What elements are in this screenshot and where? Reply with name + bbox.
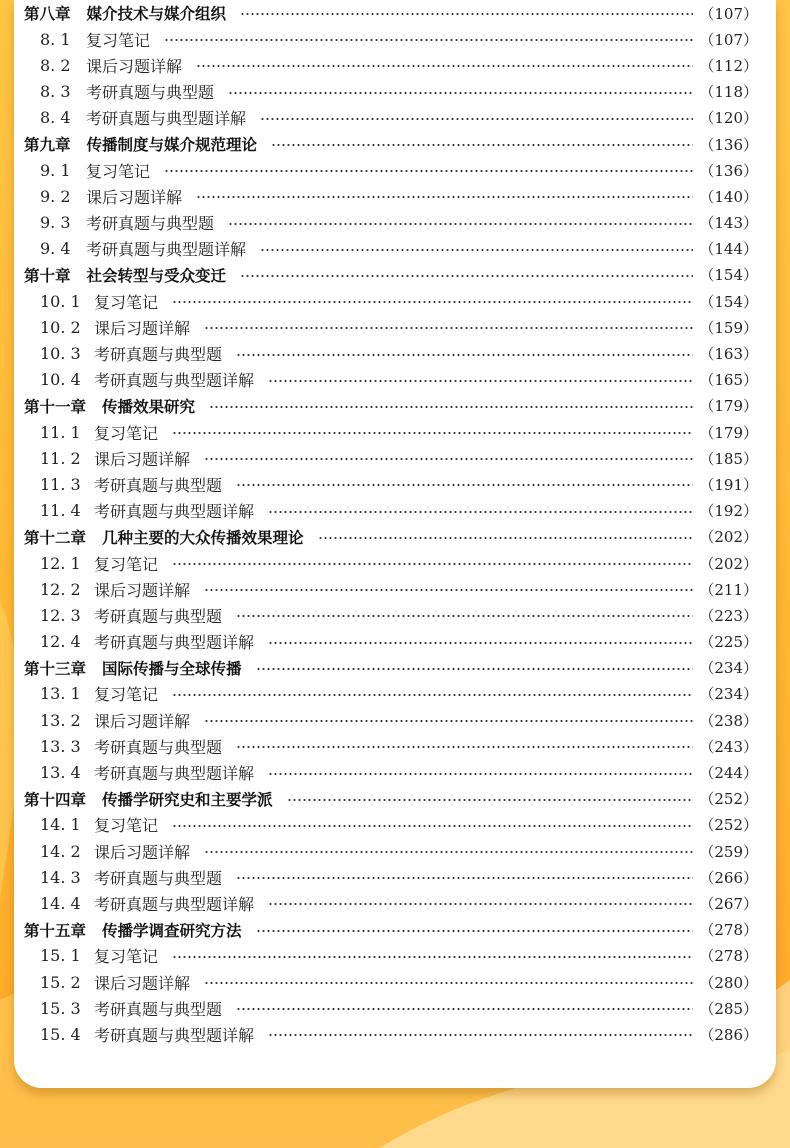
toc-entry-number: 11. 1 — [40, 422, 81, 442]
toc-section-row[interactable] — [24, 288, 758, 314]
toc-dot-leader — [256, 668, 694, 670]
toc-chapter-row[interactable] — [24, 262, 758, 288]
toc-section-row[interactable] — [24, 864, 758, 890]
toc-section-row[interactable] — [24, 26, 758, 52]
toc-dot-leader — [164, 39, 693, 41]
toc-entry-title: 考研真题与典型题 — [94, 868, 223, 888]
toc-entry-number: 14. 1 — [40, 815, 81, 835]
toc-entry-title: 课后习题详解 — [86, 187, 183, 207]
toc-section-row[interactable] — [24, 419, 758, 445]
toc-page-number: （211） — [699, 580, 758, 599]
toc-page-number: （278） — [699, 947, 758, 966]
toc-page-number: （252） — [699, 816, 758, 835]
toc-page-number: （159） — [699, 318, 758, 337]
toc-section-row[interactable] — [24, 733, 758, 759]
toc-entry-title: 考研真题与典型题 — [94, 345, 223, 365]
toc-dot-leader — [236, 484, 693, 486]
toc-page-number: （140） — [699, 187, 758, 206]
toc-page-number: （136） — [699, 135, 758, 154]
toc-entry-number: 8. 1 — [40, 29, 71, 49]
toc-entry-title: 考研真题与典型题 — [94, 737, 223, 757]
toc-page-number: （120） — [699, 109, 758, 128]
toc-entry-number: 13. 4 — [40, 763, 81, 783]
toc-entry-title: 复习笔记 — [94, 292, 159, 312]
toc-page-number: （144） — [699, 240, 758, 259]
toc-page-number: （234） — [699, 685, 758, 704]
toc-page-number: （143） — [699, 214, 758, 233]
toc-section-row[interactable] — [24, 367, 758, 393]
toc-entry-title: 考研真题与典型题详解 — [94, 371, 255, 391]
toc-dot-leader — [236, 877, 693, 879]
toc-section-row[interactable] — [24, 759, 758, 785]
toc-dot-leader — [172, 956, 693, 958]
toc-chapter-row[interactable] — [24, 524, 758, 550]
toc-dot-leader — [256, 930, 694, 932]
toc-entry-title: 考研真题与典型题详解 — [94, 633, 255, 653]
toc-dot-leader — [268, 903, 693, 905]
toc-dot-leader — [204, 982, 693, 984]
toc-page-number: （278） — [699, 921, 758, 940]
toc-section-row[interactable] — [24, 52, 758, 78]
toc-page-number: （234） — [699, 659, 758, 678]
toc-page-number: （179） — [699, 397, 758, 416]
toc-dot-leader — [236, 615, 693, 617]
toc-section-row[interactable] — [24, 210, 758, 236]
toc-dot-leader — [268, 773, 693, 775]
toc-section-row[interactable] — [24, 1021, 758, 1047]
toc-entry-number: 12. 3 — [40, 605, 81, 625]
toc-entry-number: 第十一章 — [24, 397, 87, 416]
toc-page-number: （280） — [699, 973, 758, 992]
toc-section-row[interactable] — [24, 943, 758, 969]
toc-section-row[interactable] — [24, 890, 758, 916]
toc-entry-number: 10. 1 — [40, 291, 81, 311]
toc-entry-title: 考研真题与典型题详解 — [86, 109, 247, 129]
toc-entry-title: 复习笔记 — [94, 816, 159, 836]
toc-entry-number: 8. 3 — [40, 82, 71, 102]
toc-page-number: （185） — [699, 449, 758, 468]
toc-dot-leader — [204, 720, 693, 722]
toc-entry-title: 传播学研究史和主要学派 — [102, 790, 273, 809]
toc-entry-number: 11. 4 — [40, 501, 81, 521]
toc-section-row[interactable] — [24, 995, 758, 1021]
toc-page-number: （154） — [699, 292, 758, 311]
toc-chapter-row[interactable] — [24, 131, 758, 157]
toc-dot-leader — [172, 432, 693, 434]
toc-entry-number: 10. 2 — [40, 317, 81, 337]
toc-entry-title: 课后习题详解 — [94, 580, 191, 600]
toc-entry-title: 考研真题与典型题详解 — [94, 764, 255, 784]
toc-dot-leader — [172, 825, 693, 827]
toc-entry-title: 考研真题与典型题 — [94, 999, 223, 1019]
toc-entry-number: 第十章 — [24, 266, 71, 285]
toc-entry-title: 传播学调查研究方法 — [102, 921, 242, 940]
toc-entry-title: 考研真题与典型题详解 — [94, 894, 255, 914]
toc-entry-title: 课后习题详解 — [94, 711, 191, 731]
toc-entry-title: 社会转型与受众变迁 — [86, 266, 227, 285]
toc-entry-title: 复习笔记 — [94, 423, 159, 443]
toc-section-row[interactable] — [24, 969, 758, 995]
toc-dot-leader — [209, 406, 693, 408]
toc-entry-title: 考研真题与典型题 — [86, 214, 215, 234]
toc-section-row[interactable] — [24, 183, 758, 209]
toc-entry-number: 11. 3 — [40, 474, 81, 494]
toc-page-number: （118） — [699, 83, 758, 102]
toc-entry-number: 12. 2 — [40, 579, 81, 599]
toc-page-number: （238） — [699, 711, 758, 730]
toc-entry-title: 课后习题详解 — [94, 318, 191, 338]
toc-section-row[interactable] — [24, 157, 758, 183]
toc-section-row[interactable] — [24, 576, 758, 602]
toc-entry-number: 10. 4 — [40, 370, 81, 390]
toc-dot-leader — [196, 65, 693, 67]
toc-section-row[interactable] — [24, 707, 758, 733]
toc-entry-number: 9. 2 — [40, 186, 71, 206]
toc-entry-title: 课后习题详解 — [94, 842, 191, 862]
toc-dot-leader — [240, 275, 693, 277]
toc-section-row[interactable] — [24, 340, 758, 366]
toc-entry-number: 第八章 — [24, 5, 71, 24]
toc-dot-leader — [204, 458, 693, 460]
toc-chapter-row[interactable] — [24, 655, 758, 681]
toc-page-number: （192） — [699, 502, 758, 521]
toc-section-row[interactable] — [24, 471, 758, 497]
toc-dot-leader — [318, 537, 694, 539]
toc-dot-leader — [268, 1034, 693, 1036]
toc-chapter-row[interactable] — [24, 393, 758, 419]
toc-page-number: （154） — [699, 266, 758, 285]
toc-entry-title: 考研真题与典型题详解 — [94, 502, 255, 522]
toc-section-row[interactable] — [24, 498, 758, 524]
toc-section-row[interactable] — [24, 681, 758, 707]
toc-page-number: （202） — [699, 528, 758, 547]
toc-entry-title: 媒介技术与媒介组织 — [86, 5, 227, 24]
toc-chapter-row[interactable] — [24, 0, 758, 26]
toc-page-number: （244） — [699, 764, 758, 783]
toc-dot-leader — [260, 118, 693, 120]
toc-page-number: （107） — [699, 4, 758, 23]
toc-dot-leader — [172, 301, 693, 303]
toc-page-number: （252） — [699, 790, 758, 809]
toc-dot-leader — [268, 511, 693, 513]
toc-entry-number: 14. 3 — [40, 867, 81, 887]
toc-entry-number: 14. 2 — [40, 841, 81, 861]
toc-section-row[interactable] — [24, 602, 758, 628]
toc-page-number: （107） — [699, 30, 758, 49]
toc-dot-leader — [204, 851, 693, 853]
toc-dot-leader — [240, 13, 693, 15]
toc-entry-number: 13. 1 — [40, 684, 81, 704]
toc-page-number: （267） — [699, 894, 758, 913]
toc-page-number: （163） — [699, 345, 758, 364]
toc-page-number: （202） — [699, 554, 758, 573]
toc-entry-number: 14. 4 — [40, 893, 81, 913]
toc-dot-leader — [287, 799, 694, 801]
toc-entry-title: 课后习题详解 — [86, 56, 183, 76]
toc-entry-number: 第十四章 — [24, 790, 87, 809]
toc-entry-number: 8. 2 — [40, 55, 71, 75]
toc-entry-title: 复习笔记 — [94, 947, 159, 967]
toc-page-number: （286） — [699, 1025, 758, 1044]
toc-section-row[interactable] — [24, 838, 758, 864]
toc-entry-title: 国际传播与全球传播 — [102, 659, 242, 678]
toc-page-number: （225） — [699, 633, 758, 652]
toc-dot-leader — [196, 196, 693, 198]
toc-dot-leader — [228, 223, 693, 225]
toc-dot-leader — [271, 144, 693, 146]
toc-entry-number: 12. 1 — [40, 553, 81, 573]
toc-entry-number: 15. 2 — [40, 972, 81, 992]
toc-entry-title: 传播效果研究 — [102, 397, 196, 416]
toc-page-number: （136） — [699, 161, 758, 180]
toc-dot-leader — [204, 589, 693, 591]
toc-entry-number: 第十五章 — [24, 921, 87, 940]
toc-page-number: （266） — [699, 868, 758, 887]
toc-entry-number: 9. 1 — [40, 160, 71, 180]
toc-entry-number: 8. 4 — [40, 108, 71, 128]
toc-entry-title: 课后习题详解 — [94, 449, 191, 469]
toc-entry-number: 13. 2 — [40, 710, 81, 730]
toc-entry-title: 传播制度与媒介规范理论 — [86, 136, 258, 155]
toc-entry-title: 复习笔记 — [94, 554, 159, 574]
toc-dot-leader — [268, 642, 693, 644]
toc-section-row[interactable] — [24, 105, 758, 131]
toc-chapter-row[interactable] — [24, 917, 758, 943]
toc-entry-title: 复习笔记 — [86, 30, 151, 50]
toc-section-row[interactable] — [24, 79, 758, 105]
toc-page-number: （179） — [699, 423, 758, 442]
toc-section-row[interactable] — [24, 550, 758, 576]
toc-page-number: （165） — [699, 371, 758, 390]
toc-entry-number: 13. 3 — [40, 736, 81, 756]
toc-chapter-row[interactable] — [24, 786, 758, 812]
toc-section-row[interactable] — [24, 314, 758, 340]
toc-entry-title: 考研真题与典型题 — [94, 475, 223, 495]
toc-entry-number: 11. 2 — [40, 448, 81, 468]
toc-page-number: （191） — [699, 475, 758, 494]
toc-section-row[interactable] — [24, 445, 758, 471]
toc-dot-leader — [228, 92, 693, 94]
toc-entry-title: 复习笔记 — [94, 685, 159, 705]
toc-entry-number: 12. 4 — [40, 632, 81, 652]
toc-page-number: （285） — [699, 999, 758, 1018]
toc-section-row[interactable] — [24, 629, 758, 655]
toc-entry-number: 15. 4 — [40, 1024, 81, 1044]
toc-page-number: （259） — [699, 842, 758, 861]
toc-section-row[interactable] — [24, 812, 758, 838]
toc-dot-leader — [172, 563, 693, 565]
table-of-contents — [24, 0, 758, 1048]
toc-page-number: （223） — [699, 606, 758, 625]
toc-entry-title: 考研真题与典型题详解 — [86, 240, 247, 260]
toc-dot-leader — [164, 170, 693, 172]
toc-entry-title: 课后习题详解 — [94, 973, 191, 993]
toc-entry-title: 复习笔记 — [86, 161, 151, 181]
toc-entry-number: 10. 3 — [40, 344, 81, 364]
toc-entry-number: 第九章 — [24, 136, 71, 155]
toc-entry-title: 考研真题与典型题 — [94, 606, 223, 626]
toc-page-number: （243） — [699, 737, 758, 756]
toc-entry-number: 15. 3 — [40, 998, 81, 1018]
toc-section-row[interactable] — [24, 236, 758, 262]
toc-entry-number: 第十二章 — [24, 528, 87, 547]
toc-entry-number: 9. 4 — [40, 239, 71, 259]
toc-dot-leader — [268, 380, 693, 382]
toc-dot-leader — [236, 746, 693, 748]
toc-dot-leader — [260, 249, 693, 251]
toc-entry-number: 第十三章 — [24, 659, 87, 678]
toc-entry-number: 9. 3 — [40, 213, 71, 233]
toc-dot-leader — [172, 694, 693, 696]
toc-dot-leader — [236, 354, 693, 356]
toc-dot-leader — [204, 327, 693, 329]
toc-entry-title: 考研真题与典型题 — [86, 83, 215, 103]
toc-dot-leader — [236, 1008, 693, 1010]
toc-entry-number: 15. 1 — [40, 946, 81, 966]
toc-page-number: （112） — [699, 56, 758, 75]
toc-entry-title: 几种主要的大众传播效果理论 — [102, 528, 304, 547]
toc-entry-title: 考研真题与典型题详解 — [94, 1025, 255, 1045]
